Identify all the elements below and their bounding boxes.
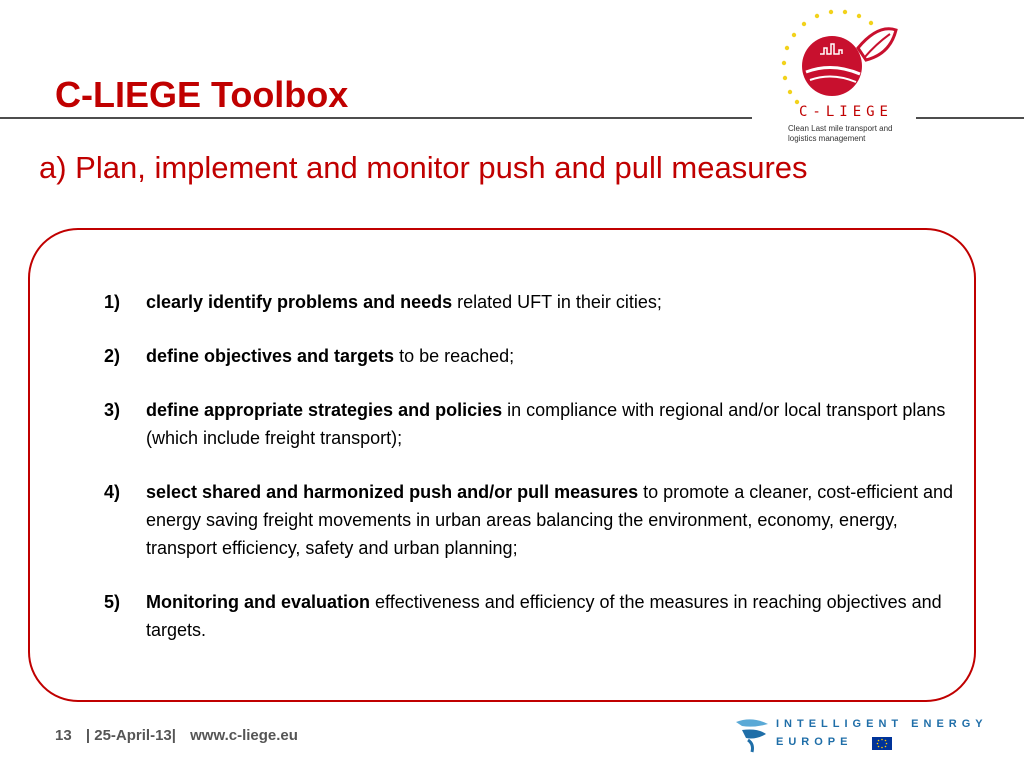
list-item (104, 396, 964, 452)
page-title: C-LIEGE Toolbox (55, 74, 349, 115)
page-number: 13 (55, 727, 72, 744)
list-number: 5) (104, 592, 121, 612)
logo-wordmark: C-LIEGE (798, 104, 893, 120)
sponsor-line-1: INTELLIGENT ENERGY (776, 718, 988, 730)
title-divider-right (916, 117, 1024, 119)
list-item (104, 288, 964, 316)
title-divider-left (0, 117, 752, 119)
item-key-phrase: clearly identify problems and needs (146, 292, 453, 312)
list-item (104, 588, 964, 644)
list-item (104, 478, 964, 562)
item-key-phrase: Monitoring and evaluation (146, 592, 370, 612)
item-text: effectiveness and efficiency of the measures in reaching objectives and targets. (146, 592, 942, 640)
footer-date: | 25-April-13| (85, 727, 176, 744)
item-key-phrase: select shared and harmonized push and/or pull measures (146, 482, 639, 502)
measures-list (104, 288, 964, 670)
item-key-phrase: define appropriate strategies and policies (146, 400, 503, 420)
slide-footer (55, 727, 308, 744)
list-number: 3) (104, 400, 121, 420)
list-item (104, 342, 964, 370)
section-subtitle: a) Plan, implement and monitor push and pull measures (39, 150, 808, 185)
item-text: to be reached; (394, 346, 515, 366)
list-number: 1) (104, 292, 121, 312)
item-text: related UFT in their cities; (452, 292, 662, 312)
list-number: 4) (104, 482, 121, 502)
list-number: 2) (104, 346, 121, 366)
footer-website-link[interactable]: www.c-liege.eu (190, 727, 298, 744)
item-key-phrase: define objectives and targets (146, 346, 395, 366)
item-text: to promote a cleaner, cost-efficient and energy saving freight movements in urban areas balancing the environment, economy, energy, transport efficiency, safety and urban planning; (146, 482, 953, 558)
item-text: in compliance with regional and/or local transport plans (which include freight transport); (146, 400, 946, 448)
eu-flag-icon (872, 737, 892, 750)
sponsor-line-2: EUROPE (776, 736, 853, 748)
logo-tagline: Clean Last mile transport and logistics management (788, 124, 893, 143)
